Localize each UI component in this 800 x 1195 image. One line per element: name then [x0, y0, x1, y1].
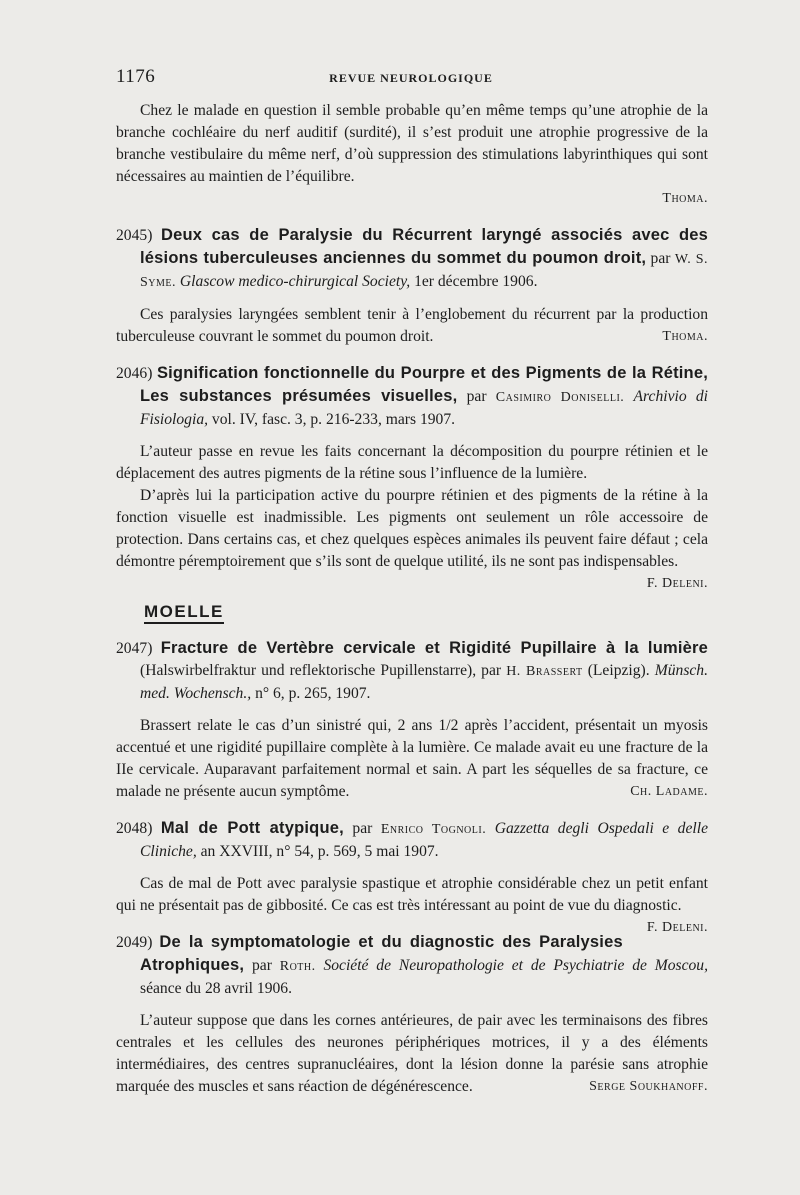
entry-heading — [116, 224, 708, 294]
abstract-entry-2048 — [116, 817, 708, 935]
running-title: REVUE NEUROLOGIQUE — [329, 71, 493, 85]
entry-source: Münsch. med. Wochensch., — [140, 662, 709, 702]
paragraph-text: L’auteur suppose que dans les cornes antérieures, de pair avec les terminaisons des fibres centrales et les cellules des neurones périphériques motrices, il y a des éléments intermédiaires, des centres supranucléaires, dont la lésion donne la parésie sans atrophie marquée des muscles et sans réaction de dégénérescence. — [116, 1012, 708, 1095]
entry-title: Mal de Pott atypique, — [160, 819, 344, 837]
entry-heading — [116, 817, 708, 863]
entry-source: Gazzetta degli Ospedali e delle Cliniche, — [140, 820, 708, 860]
entry-paragraph: L’auteur passe en revue les faits concernant la décomposition du pourpre rétinien et le déplacement des autres pigments de la rétine sous l’influence de la lumière. — [116, 443, 708, 482]
entry-signature: Ch. Ladame. — [630, 784, 708, 799]
entry-date: an XXVIII, n° 54, p. 569, 5 mai 1907. — [200, 843, 439, 860]
entry-heading — [116, 637, 708, 705]
page-header — [116, 66, 706, 90]
entry-author: Roth. — [279, 959, 316, 974]
entry-title: Fracture de Vertèbre cervicale et Rigidité Pupillaire à la lumière — [160, 639, 709, 657]
entry-signature: Thoma. — [662, 329, 708, 344]
entry-source: Glascow medico-chirurgical Society, — [179, 273, 411, 290]
entry-source: Société de Neuropathologie et de Psychiatrie de Moscou, — [323, 957, 708, 974]
entry-signature: Serge Soukhanoff. — [589, 1079, 708, 1094]
entry-body — [116, 873, 708, 935]
abstract-entry-2045 — [116, 224, 708, 348]
entry-author: W. S. Syme. — [140, 252, 708, 290]
entry-number: 2046) — [116, 365, 153, 382]
entry-number: 2048) — [116, 820, 153, 837]
entry-by: par — [251, 957, 272, 974]
entry-heading — [116, 931, 708, 1000]
entry-place: (Leipzig). — [587, 662, 650, 679]
page-content — [116, 100, 708, 1098]
entry-paragraph — [116, 485, 708, 591]
entry-author: H. Brassert — [506, 664, 583, 679]
entry-body — [116, 304, 708, 348]
abstract-entry-2049 — [116, 931, 708, 1098]
intro-paragraph: Chez le malade en question il semble probable qu’en même temps qu’une atrophie de la branche cochléaire du nerf auditif (surdité), il s’est produit une atrophie progressive de la branche vestibulaire du même nerf, d’où suppression des stimulations labyrinthiques qui sont nécessaires au maintien de l’équilibre. — [116, 102, 708, 185]
entry-signature: F. Deleni. — [646, 920, 708, 935]
page-number: 1176 — [116, 66, 156, 87]
paragraph-text: D’après lui la participation active du pourpre rétinien et des pigments de la rétine à la fonction visuelle est inadmissible. Les pigments ont seulement un rôle accessoire de protection. Dans certains cas, et chez quelques espèces animales ils peuvent faire défaut ; cela démontre péremptoirement que s’ils sont de quelque utilité, ils ne sont pas indispensables. — [116, 487, 708, 570]
entry-date: n° 6, p. 265, 1907. — [255, 685, 371, 702]
section-heading — [116, 601, 708, 623]
entry-author: Casimiro Doniselli. — [495, 390, 625, 405]
paragraph-text: Brassert relate le cas d’un sinistré qui, 2 ans 1/2 après l’accident, présentait un myosis accentué et une rigidité pupillaire complète à la lumière. Ce malade avait eu une fracture de la IIe cervicale. Auparavant parfaitement normal et sain. A part les séquelles de sa fracture, ce malade ne présente aucun symptôme. — [116, 717, 708, 800]
entry-heading — [116, 362, 708, 431]
paragraph-text: Cas de mal de Pott avec paralysie spastique et atrophie considérable chez un petit enfant qui ne présentait pas de gibbosité. Ce cas est très intéressant au point de vue du diagnostic. — [116, 875, 708, 914]
entry-title: De la symptomatologie et du diagnostic des Paralysies Atrophiques, — [140, 933, 623, 974]
entry-source: Archivio di Fisiologia, — [140, 388, 708, 428]
section-title: MOELLE — [144, 602, 224, 624]
entry-body — [116, 441, 708, 591]
intro-signature: Thoma. — [662, 191, 708, 206]
entry-number: 2045) — [116, 227, 153, 244]
entry-date: 1er décembre 1906. — [414, 273, 538, 290]
abstract-entry-2046 — [116, 362, 708, 591]
entry-number: 2049) — [116, 934, 153, 951]
entry-paragraph — [116, 873, 708, 935]
entry-date: vol. IV, fasc. 3, p. 216-233, mars 1907. — [211, 411, 456, 428]
entry-signature: F. Deleni. — [646, 576, 708, 591]
entry-title: Deux cas de Paralysie du Récurrent laryngé associés avec des lésions tuberculeuses anciennes du sommet du poumon droit, — [140, 226, 708, 267]
entry-body — [116, 1010, 708, 1098]
entry-paragraph — [116, 715, 708, 803]
abstract-entry-2047 — [116, 637, 708, 803]
entry-subtitle: (Halswirbelfraktur und reflektorische Pupillenstarre), par — [140, 662, 502, 679]
entry-title: Signification fonctionnelle du Pourpre et des Pigments de la Rétine, Les substances présumées visuelles, — [140, 364, 708, 405]
paragraph-text: Ces paralysies laryngées semblent tenir à l’englobement du récurrent par la production tuberculeuse couvrant le sommet du poumon droit. — [116, 306, 708, 345]
entry-by: par — [466, 388, 487, 405]
entry-body — [116, 715, 708, 803]
entry-paragraph — [116, 304, 708, 348]
entry-number: 2047) — [116, 640, 153, 657]
entry-author: Enrico Tognoli. — [380, 822, 487, 837]
entry-by: par — [352, 820, 373, 837]
intro-block — [116, 100, 708, 210]
entry-date: séance du 28 avril 1906. — [140, 980, 292, 997]
entry-paragraph — [116, 1010, 708, 1098]
entry-by: par — [650, 250, 671, 267]
